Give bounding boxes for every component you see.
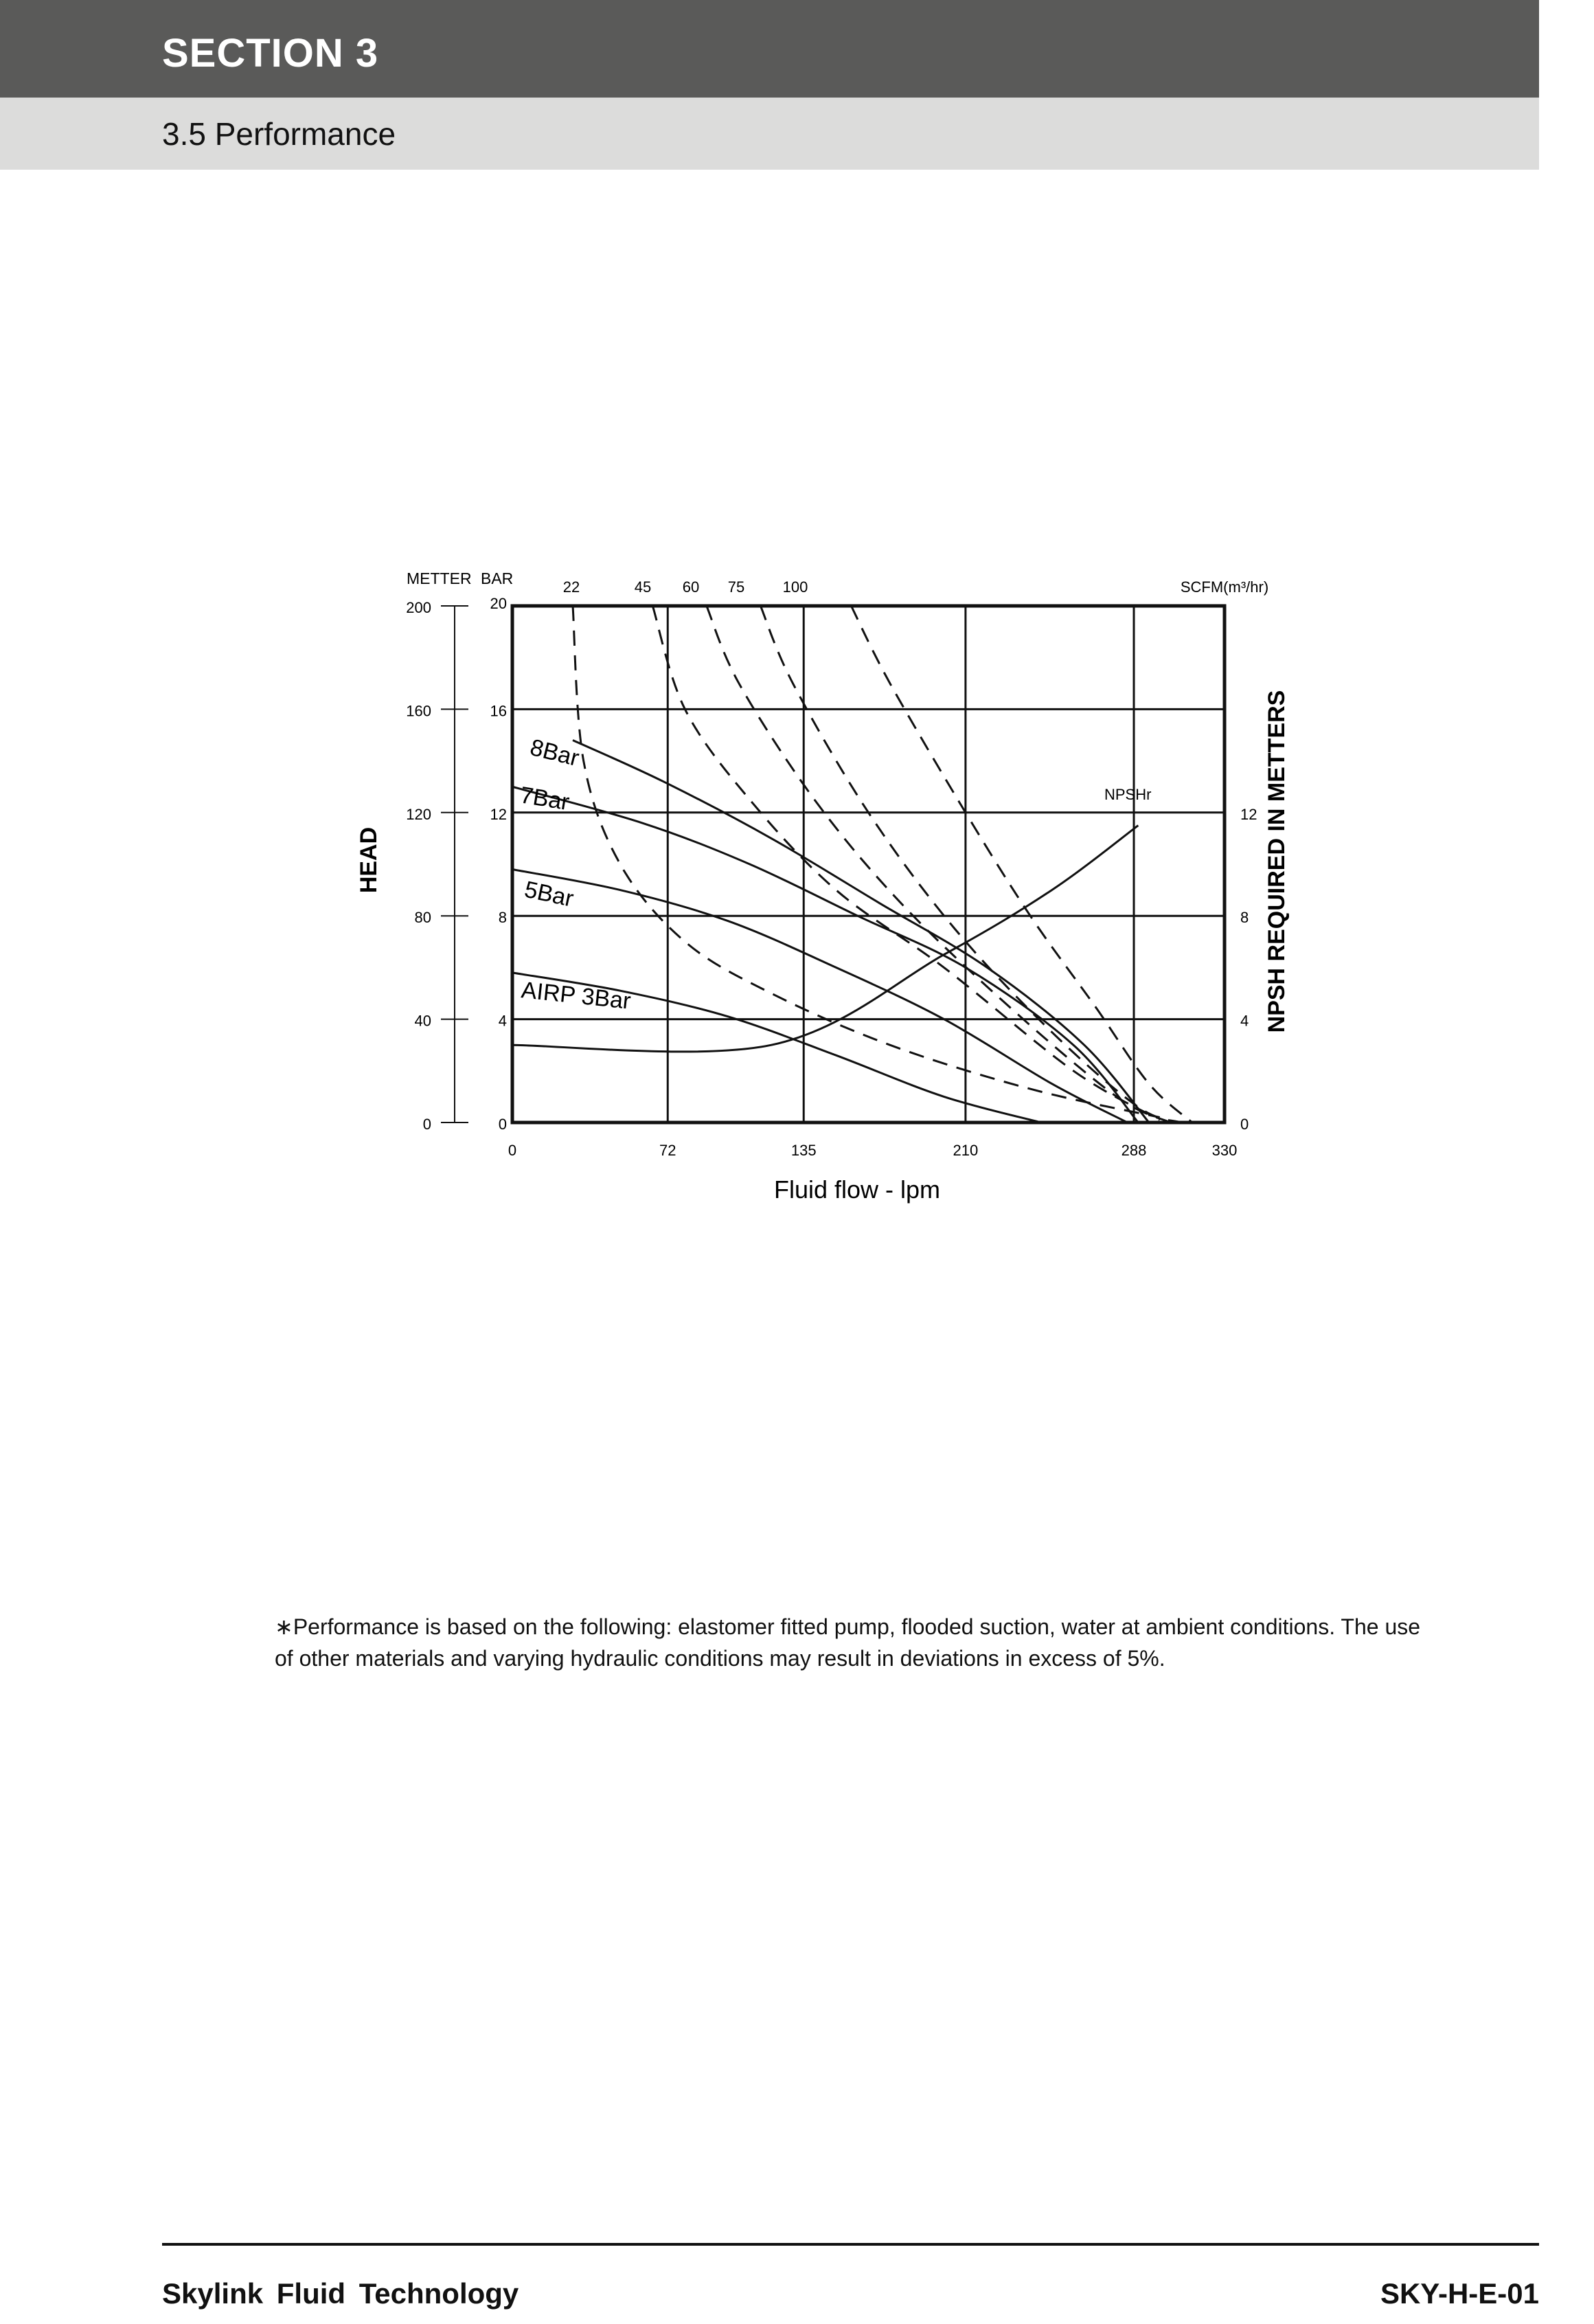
footer-doc-code: SKY-H-E-01	[1380, 2277, 1539, 2310]
subsection-title: 3.5 Performance	[162, 116, 396, 152]
series-label: AIRP 3Bar	[520, 977, 633, 1015]
npsh-tick-label: 0	[1240, 1116, 1249, 1133]
plot-frame	[512, 606, 1225, 1122]
head-axis-label: HEAD	[356, 826, 382, 894]
footer-company: Skylink Fluid Technology	[162, 2277, 519, 2310]
npsh-tick-label: 4	[1240, 1012, 1249, 1030]
series-line-100	[851, 606, 1192, 1122]
metter-tick-label: 0	[422, 1116, 431, 1133]
x-tick-label: 0	[508, 1142, 517, 1159]
series-label: 7Bar	[518, 782, 571, 816]
bar-tick-label: 4	[498, 1012, 507, 1030]
series-line-22	[573, 606, 1160, 1118]
npsh-axis-label: NPSH REQUIRED IN METTERS	[1264, 690, 1290, 1033]
metter-tick-label: 40	[414, 1012, 431, 1030]
series-line-60	[707, 606, 1171, 1122]
metter-axis-label: METTER	[407, 569, 472, 587]
scfm-tick-label: 60	[682, 578, 700, 596]
npsh-tick-label: 8	[1240, 909, 1249, 927]
scfm-tick-label: 100	[782, 578, 808, 596]
x-axis-label: Fluid flow - lpm	[773, 1175, 941, 1204]
bar-tick-label: 12	[490, 805, 507, 823]
x-tick-label: 288	[1121, 1142, 1147, 1159]
bar-tick-label: 16	[490, 702, 507, 720]
bar-tick-label: 20	[490, 595, 507, 612]
metter-tick-label: 80	[414, 909, 431, 927]
series-label: 5Bar	[522, 876, 576, 912]
performance-note: ∗Performance is based on the following: elastomer fitted pump, flooded suction, water at ambient conditions. The use of other materials and varying hydraulic conditions may result in deviations in excess of 5%.	[275, 1614, 1421, 1671]
bar-tick-label: 8	[498, 909, 507, 927]
series-line-75	[760, 606, 1181, 1122]
x-tick-label: 330	[1211, 1142, 1238, 1159]
scfm-tick-label: 22	[562, 578, 580, 596]
scfm-tick-label: 45	[634, 578, 652, 596]
x-tick-label: 210	[953, 1142, 979, 1159]
series-line-45	[652, 606, 1159, 1120]
footer-rule	[162, 2243, 1539, 2246]
scfm-tick-label: 75	[727, 578, 745, 596]
npsh-tick-label: 12	[1240, 805, 1257, 823]
npshr-label: NPSHr	[1104, 786, 1152, 803]
bar-axis-label: BAR	[481, 569, 514, 587]
bar-tick-label: 0	[498, 1116, 507, 1133]
metter-tick-label: 200	[406, 599, 431, 616]
section-title: SECTION 3	[162, 31, 379, 76]
x-tick-label: 72	[659, 1142, 676, 1159]
scfm-axis-label: SCFM(m³/hr)	[1180, 578, 1269, 596]
series-label: 8Bar	[527, 734, 582, 772]
x-tick-label: 135	[790, 1142, 817, 1159]
metter-tick-label: 120	[406, 805, 431, 823]
metter-tick-label: 160	[406, 702, 431, 720]
